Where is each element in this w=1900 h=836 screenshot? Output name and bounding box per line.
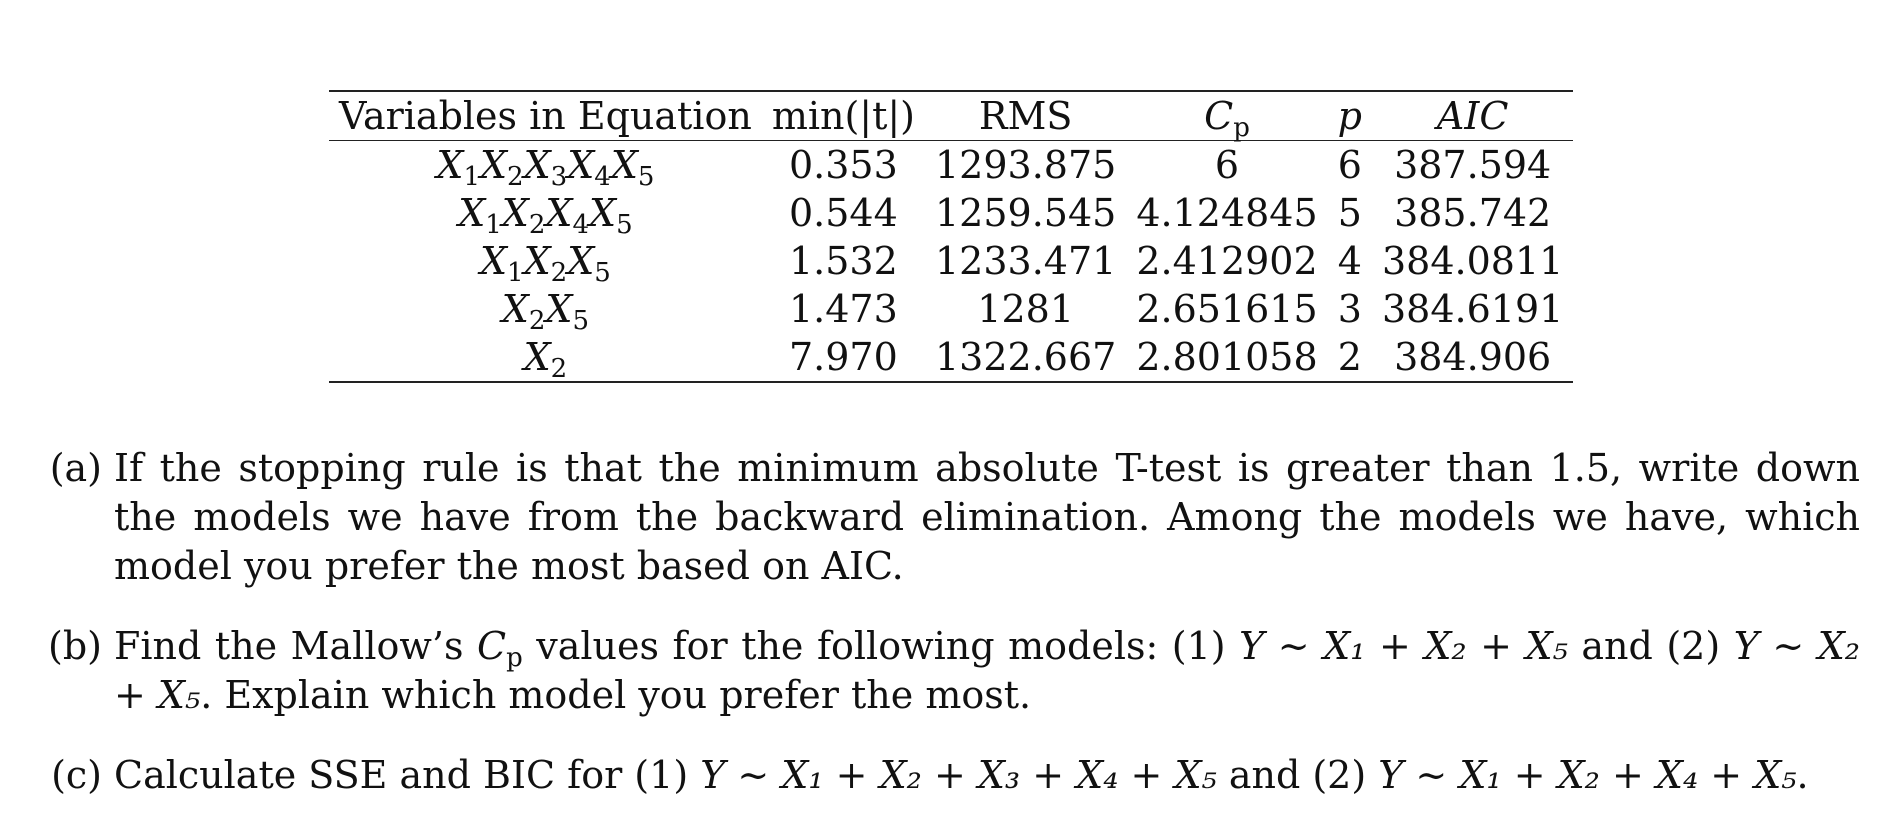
variable-index: 5	[616, 210, 633, 240]
cell-cp: 4.124845	[1136, 191, 1318, 235]
cell-rms: 1233.471	[935, 239, 1117, 283]
variable-symbol: X	[479, 143, 508, 187]
header-cp-subscript: p	[1233, 113, 1250, 143]
variable-index: 2	[528, 306, 546, 336]
model-selection-table	[329, 90, 1573, 383]
header-cp-symbol: C	[1204, 94, 1234, 138]
question-b	[30, 622, 1860, 720]
cell-cp: 2.412902	[1136, 239, 1318, 283]
question-b-label: (b)	[48, 624, 102, 668]
question-b-text-part3: and (2)	[1567, 624, 1734, 668]
cell-variables	[329, 189, 762, 240]
cell-cp: 2.651615	[1136, 287, 1318, 331]
question-c-label: (c)	[51, 753, 102, 797]
variable-index: 5	[594, 258, 611, 288]
question-b-model-1: Y ∼ X₁ + X₂ + X₅	[1239, 624, 1568, 668]
cell-p: 3	[1337, 287, 1362, 331]
variable-index: 2	[550, 354, 568, 384]
table-row	[329, 237, 1573, 285]
question-c-text-part1: Calculate SSE and BIC for (1)	[114, 753, 701, 797]
cell-min-t: 0.353	[789, 143, 898, 187]
header-aic-symbol: AIC	[1436, 94, 1509, 138]
variable-symbol: X	[567, 143, 595, 187]
cell-variables	[329, 237, 762, 288]
variable-symbol: X	[436, 143, 464, 187]
cell-aic: 384.906	[1394, 335, 1552, 379]
question-a-label: (a)	[49, 446, 102, 490]
variable-index: 3	[550, 162, 568, 192]
variable-symbol: X	[589, 191, 617, 235]
question-c-text-part2: and (2)	[1216, 753, 1379, 797]
question-b-cp-subscript: p	[506, 643, 523, 673]
table-row	[329, 189, 1573, 237]
cell-min-t: 1.473	[789, 287, 898, 331]
cell-p: 6	[1337, 143, 1362, 187]
variable-index: 1	[463, 162, 480, 192]
table-row	[329, 141, 1573, 190]
question-c-text	[114, 751, 1860, 800]
variable-symbol: X	[545, 191, 573, 235]
table-header-row	[329, 91, 1573, 141]
table-row	[329, 285, 1573, 333]
question-b-text	[114, 622, 1860, 720]
cell-p: 5	[1337, 191, 1362, 235]
variable-index: 4	[572, 210, 590, 240]
variable-index: 4	[594, 162, 611, 192]
variable-symbol: X	[523, 239, 551, 283]
cell-aic: 385.742	[1394, 191, 1552, 235]
header-rms: RMS	[978, 94, 1073, 138]
cell-rms: 1259.545	[935, 191, 1117, 235]
cell-cp: 6	[1214, 143, 1240, 187]
variable-symbol: X	[458, 191, 486, 235]
table-row	[329, 333, 1573, 382]
variable-index: 1	[485, 210, 502, 240]
variable-index: 2	[528, 210, 546, 240]
header-min-t: min(|t|)	[771, 94, 915, 138]
cell-variables	[329, 333, 762, 382]
cell-variables	[329, 141, 762, 190]
variable-index: 5	[637, 162, 655, 192]
cell-rms: 1322.667	[935, 335, 1117, 379]
question-b-text-part2: values for the following models: (1)	[522, 624, 1240, 668]
variable-symbol: X	[501, 191, 529, 235]
variable-symbol: X	[523, 335, 551, 379]
header-p-symbol: p	[1337, 94, 1362, 138]
question-b-text-part1: Find the Mallow’s	[114, 624, 478, 668]
variable-symbol: X	[567, 239, 595, 283]
cell-min-t: 0.544	[789, 191, 898, 235]
question-c-model-2: Y ∼ X₁ + X₂ + X₄ + X₅	[1378, 753, 1797, 797]
question-b-text-part4: . Explain which model you prefer the most.	[200, 673, 1032, 717]
variable-symbol: X	[501, 287, 529, 331]
variable-symbol: X	[479, 239, 508, 283]
variable-index: 2	[550, 258, 568, 288]
cell-cp: 2.801058	[1136, 335, 1318, 379]
cell-variables	[329, 285, 762, 336]
variable-index: 2	[507, 162, 524, 192]
cell-rms: 1281	[977, 287, 1075, 331]
header-aic	[1372, 91, 1573, 141]
header-variables: Variables in Equation	[339, 94, 752, 138]
variable-index: 1	[507, 258, 524, 288]
question-a-text: If the stopping rule is that the minimum absolute T-test is greater than 1.5, write down the models we have from the backward elimination. Among the models we have, which model you prefer the most based on AIC.	[114, 446, 1860, 588]
cell-aic: 387.594	[1394, 143, 1552, 187]
variable-index: 5	[572, 306, 590, 336]
cell-p: 4	[1337, 239, 1362, 283]
question-b-model-2: Y ∼ X₂ + X₅	[114, 624, 1860, 717]
variable-symbol: X	[610, 143, 638, 187]
question-c	[30, 751, 1860, 800]
variable-symbol: X	[523, 143, 551, 187]
cell-aic: 384.6191	[1381, 287, 1564, 331]
variable-symbol: X	[545, 287, 573, 331]
header-p	[1328, 91, 1372, 141]
cell-aic: 384.0811	[1381, 239, 1564, 283]
cell-rms: 1293.875	[935, 143, 1117, 187]
question-b-cp-symbol: C	[477, 624, 507, 668]
question-c-text-part3: .	[1796, 753, 1809, 797]
question-c-model-1: Y ∼ X₁ + X₂ + X₃ + X₄ + X₅	[700, 753, 1217, 797]
question-a	[30, 444, 1860, 591]
header-cp	[1126, 91, 1327, 141]
cell-min-t: 1.532	[789, 239, 898, 283]
table-body	[329, 141, 1573, 383]
cell-p: 2	[1337, 335, 1362, 379]
cell-min-t: 7.970	[789, 335, 898, 379]
